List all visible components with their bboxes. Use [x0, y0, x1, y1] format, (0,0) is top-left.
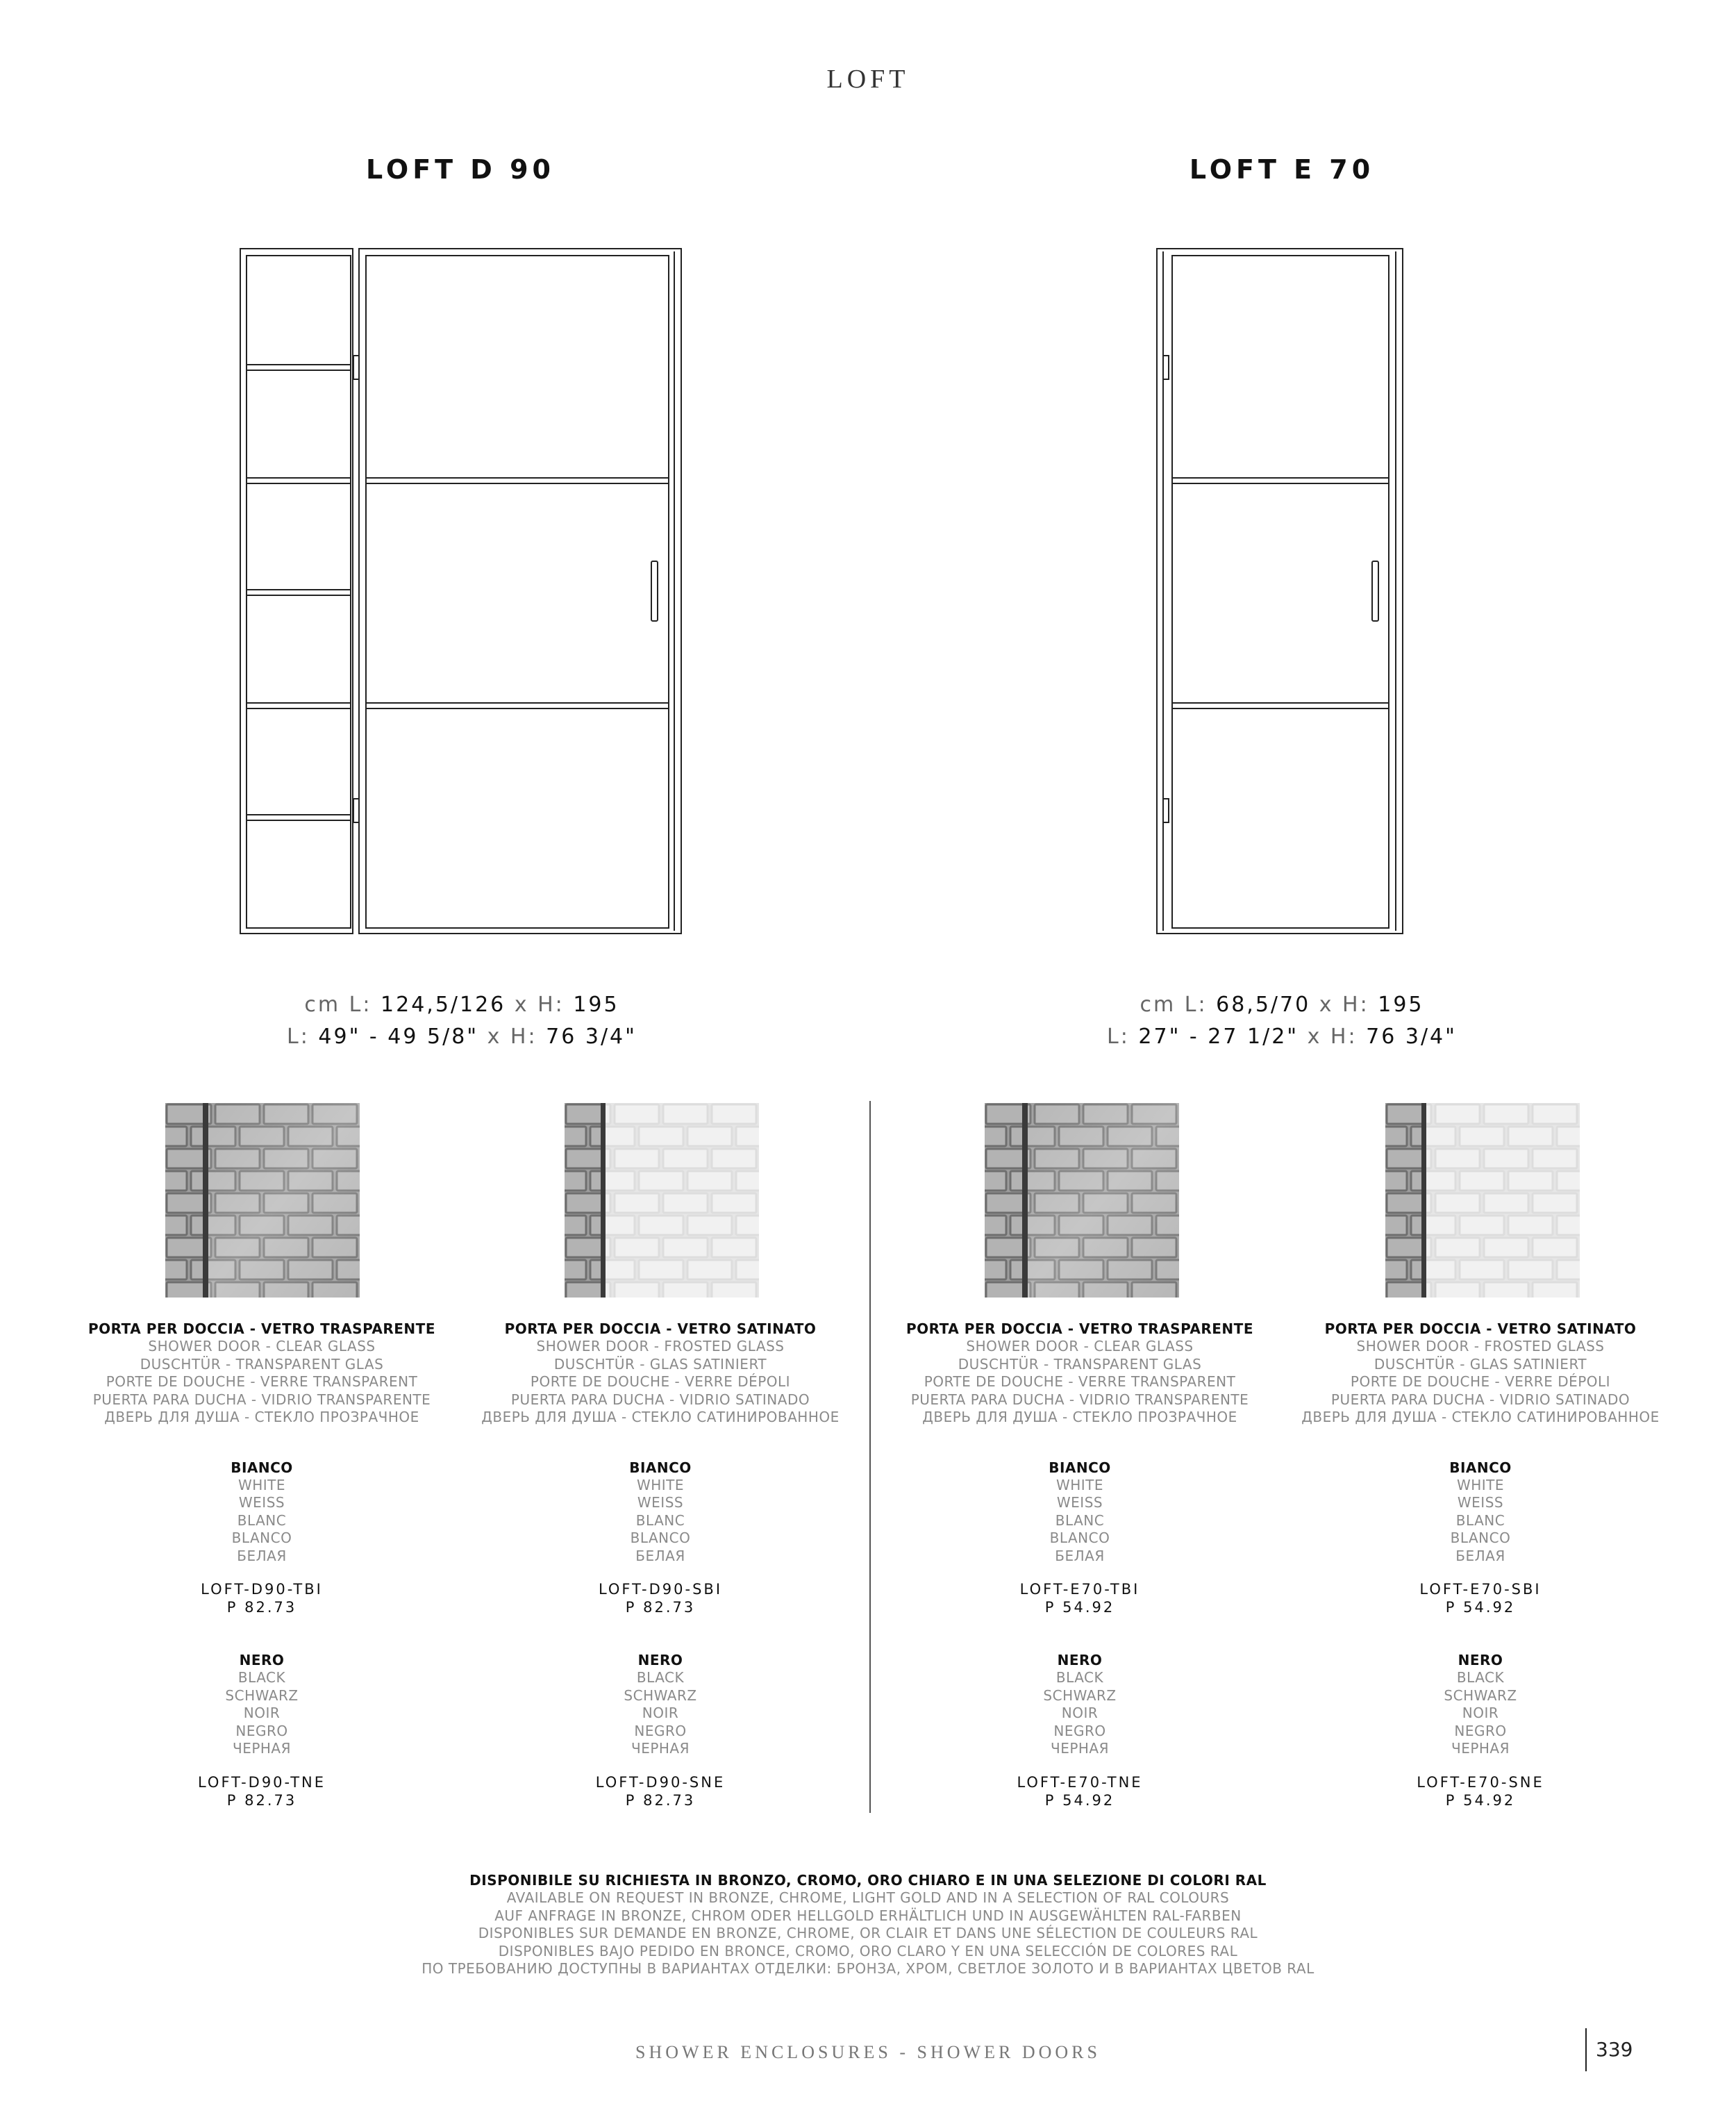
section-divider — [869, 1101, 871, 1813]
product-price: P 82.73 — [226, 1791, 297, 1809]
product-code: LOFT-E70-TNE — [1017, 1773, 1143, 1791]
variant-title: PORTA PER DOCCIA - VETRO TRASPARENTE — [906, 1320, 1253, 1337]
swatch-frosted-glass — [565, 1103, 759, 1298]
page-number-rule — [1585, 2028, 1587, 2071]
variant-d90-frosted: PORTA PER DOCCIA - VETRO SATINATO SHOWER DOOR - FROSTED GLASS DUSCHTÜR - GLAS SATINIERT PORTE DE DOUCHE - VERRE DÉPOLI PUERTA PARA DUCHA - VIDRIO SATINADO ДВЕРЬ ДЛЯ ДУША - СТЕКЛО САТИНИРОВАННОЕ BIANCO WHITE WEISS BLANC BLANCO БЕЛАЯ LOFT-D90-SBI P 82.73 NERO BLACK SCHWARZ NOIR NEGRO ЧЕРНАЯ LOFT-D90-SNE P 82.73 — [466, 1320, 855, 1809]
page-header: LOFT — [826, 65, 910, 94]
product-code: LOFT-D90-SNE — [595, 1773, 726, 1791]
dimensions-d90 — [149, 989, 774, 1053]
variant-e70-clear: PORTA PER DOCCIA - VETRO TRASPARENTE SHOWER DOOR - CLEAR GLASS DUSCHTÜR - TRANSPARENT GLAS PORTE DE DOUCHE - VERRE TRANSPARENT PUERTA PARA DUCHA - VIDRIO TRANSPARENTE ДВЕРЬ ДЛЯ ДУША - СТЕКЛО ПРОЗРАЧНОЕ BIANCO WHITE WEISS BLANC BLANCO БЕЛАЯ LOFT-E70-TBI P 54.92 NERO BLACK SCHWARZ NOIR NEGRO ЧЕРНАЯ LOFT-E70-TNE P 54.92 — [885, 1320, 1274, 1809]
finish-white-label: BIANCO — [629, 1459, 692, 1476]
product-code: LOFT-D90-TBI — [201, 1581, 323, 1598]
finish-white-label: BIANCO — [1049, 1459, 1111, 1476]
product-code: LOFT-E70-SNE — [1417, 1773, 1544, 1791]
swatch-clear-glass — [165, 1103, 360, 1298]
finish-black-label: NERO — [239, 1652, 285, 1668]
product-code: LOFT-D90-SBI — [598, 1581, 723, 1598]
swatch-frosted-glass — [1385, 1103, 1580, 1298]
product-price: P 54.92 — [1445, 1599, 1516, 1616]
drawing-loft-d90 — [236, 243, 687, 945]
finish-black-label: NERO — [1458, 1652, 1503, 1668]
dimensions-imperial: L: 27" - 27 1/2" x H: 76 3/4" — [1107, 1025, 1457, 1049]
finish-white-label: BIANCO — [231, 1459, 293, 1476]
product-price: P 54.92 — [1044, 1599, 1115, 1616]
product-title-e70: LOFT E 70 — [1189, 154, 1375, 185]
dimensions-metric: cm L: 68,5/70 x H: 195 — [1140, 993, 1424, 1017]
variant-title: PORTA PER DOCCIA - VETRO TRASPARENTE — [88, 1320, 435, 1337]
finish-white-label: BIANCO — [1449, 1459, 1512, 1476]
product-price: P 54.92 — [1044, 1791, 1115, 1809]
finish-black-label: NERO — [637, 1652, 683, 1668]
variant-title: PORTA PER DOCCIA - VETRO SATINATO — [1324, 1320, 1637, 1337]
product-price: P 82.73 — [625, 1791, 696, 1809]
product-price: P 54.92 — [1445, 1791, 1516, 1809]
finish-black-label: NERO — [1057, 1652, 1103, 1668]
variant-e70-frosted: PORTA PER DOCCIA - VETRO SATINATO SHOWER DOOR - FROSTED GLASS DUSCHTÜR - GLAS SATINIERT PORTE DE DOUCHE - VERRE DÉPOLI PUERTA PARA DUCHA - VIDRIO SATINADO ДВЕРЬ ДЛЯ ДУША - СТЕКЛО САТИНИРОВАННОЕ BIANCO WHITE WEISS BLANC BLANCO БЕЛАЯ LOFT-E70-SBI P 54.92 NERO BLACK SCHWARZ NOIR NEGRO ЧЕРНАЯ LOFT-E70-SNE P 54.92 — [1286, 1320, 1675, 1809]
page-number: 339 — [1596, 2038, 1633, 2061]
product-code: LOFT-E70-SBI — [1419, 1581, 1542, 1598]
product-title-d90: LOFT D 90 — [366, 154, 555, 185]
variant-d90-clear: PORTA PER DOCCIA - VETRO TRASPARENTE SHOWER DOOR - CLEAR GLASS DUSCHTÜR - TRANSPARENT GLAS PORTE DE DOUCHE - VERRE TRANSPARENT PUERTA PARA DUCHA - VIDRIO TRANSPARENTE ДВЕРЬ ДЛЯ ДУША - СТЕКЛО ПРОЗРАЧНОЕ BIANCO WHITE WEISS BLANC BLANCO БЕЛАЯ LOFT-D90-TBI P 82.73 NERO BLACK SCHWARZ NOIR NEGRO ЧЕРНАЯ LOFT-D90-TNE P 82.73 — [67, 1320, 456, 1809]
swatch-clear-glass — [985, 1103, 1179, 1298]
product-price: P 82.73 — [625, 1599, 696, 1616]
product-price: P 82.73 — [226, 1599, 297, 1616]
variant-title: PORTA PER DOCCIA - VETRO SATINATO — [504, 1320, 817, 1337]
product-code: LOFT-E70-TBI — [1019, 1581, 1140, 1598]
dimensions-imperial: L: 49" - 49 5/8" x H: 76 3/4" — [287, 1025, 637, 1049]
dimensions-e70 — [969, 989, 1594, 1053]
availability-note: DISPONIBILE SU RICHIESTA IN BRONZO, CROMO, ORO CHIARO E IN UNA SELEZIONE DI COLORI RAL AVAILABLE ON REQUEST IN BRONZE, CHROME, LIGHT GOLD AND IN A SELECTION OF RAL COLOURS AUF ANFRAGE IN BRONZE, CHROM ODER HELLGOLD ERHÄLTLICH UND IN AUSGEWÄHLTEN RAL-FARBEN DISPONIBLES SUR DEMANDE EN BRONZE, CHROME, OR CLAIR ET DANS UNE SÉLECTION DE COULEURS RAL DISPONIBLES BAJO PEDIDO EN BRONCE, CROMO, ORO CLARO Y EN UNA SELECCIÓN DE COLORES RAL ПО ТРЕБОВАНИЮ ДОСТУПНЫ В ВАРИАНТАХ ОТДЕЛКИ: БРОНЗА, ХРОМ, СВЕТЛОЕ ЗОЛОТО И В ВАРИАНТАХ ЦВЕТОВ RAL — [422, 1872, 1314, 1977]
dimensions-metric: cm L: 124,5/126 x H: 195 — [304, 993, 619, 1017]
product-code: LOFT-D90-TNE — [197, 1773, 326, 1791]
footer-section-title: SHOWER ENCLOSURES - SHOWER DOORS — [635, 2042, 1101, 2062]
drawing-loft-e70 — [1151, 243, 1408, 945]
